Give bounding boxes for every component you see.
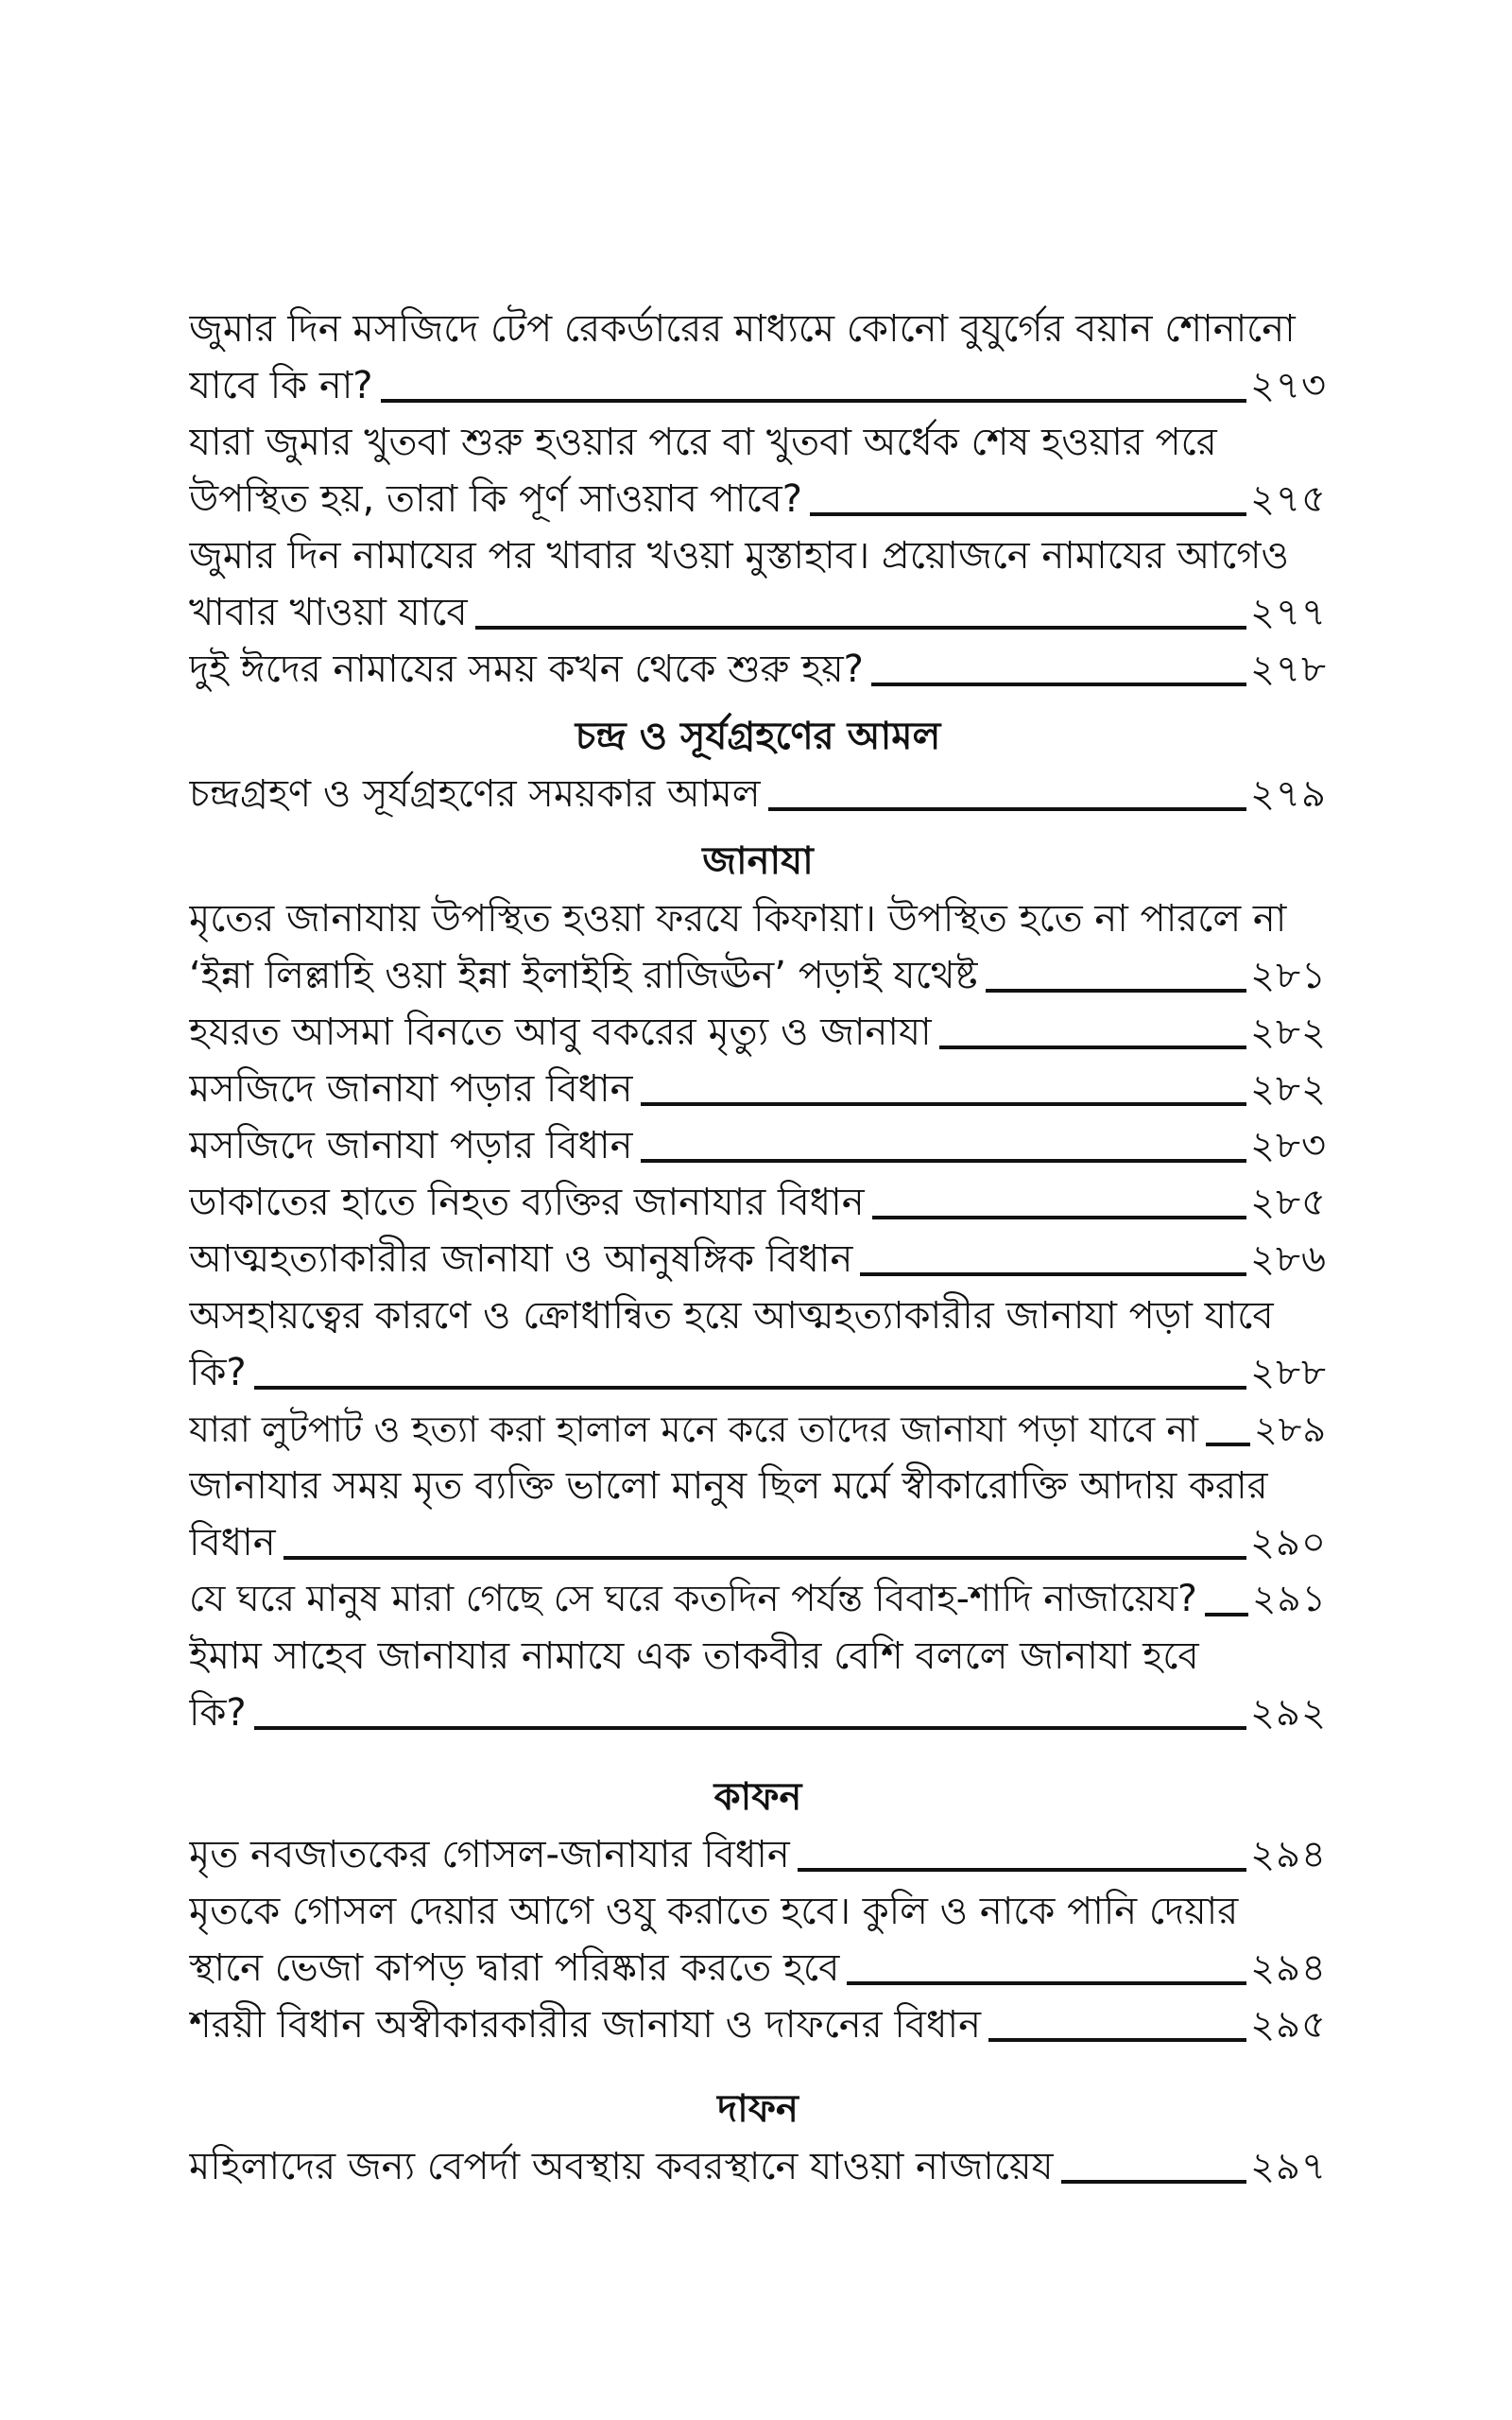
toc-entry-text: শরয়ী বিধান অস্বীকারকারীর জানাযা ও দাফনের বিধান xyxy=(189,2003,981,2047)
leader-line xyxy=(810,512,1246,516)
page-number: ২৮৬ xyxy=(1250,1237,1327,1281)
leader-line xyxy=(381,399,1246,403)
leader-line xyxy=(768,807,1246,811)
toc-entry[interactable] xyxy=(189,1571,1327,1628)
leader-line xyxy=(798,1868,1246,1872)
page-number: ২৭৩ xyxy=(1249,364,1327,407)
toc-entry-text: ডাকাতের হাতে নিহত ব্যক্তির জানাযার বিধান xyxy=(189,1181,865,1224)
toc-entry-text: যে ঘরে মানুষ মারা গেছে সে ঘরে কতদিন পর্যন্ত বিবাহ-শাদি নাজায়েয? xyxy=(189,1578,1197,1620)
toc-entry-text: আত্মহত্যাকারীর জানাযা ও আনুষঙ্গিক বিধান xyxy=(189,1237,853,1281)
page-number: ২৭৭ xyxy=(1249,591,1327,634)
page-number: ২৯৪ xyxy=(1250,1946,1327,1990)
toc-entry[interactable] xyxy=(189,1117,1327,1174)
toc-entry-text: দুই ঈদের নামাযের সময় কখন থেকে শুরু হয়? xyxy=(189,648,864,691)
leader-line xyxy=(284,1556,1246,1560)
toc-entry-text: উপস্থিত হয়, তারা কি পূর্ণ সাওয়াব পাবে? xyxy=(189,477,803,521)
leader-line xyxy=(986,989,1247,993)
leader-line xyxy=(641,1102,1247,1106)
leader-line xyxy=(1061,2180,1246,2184)
page-number: ২৮৯ xyxy=(1253,1409,1327,1450)
toc-entry[interactable] xyxy=(189,1826,1327,1883)
toc-entry[interactable] xyxy=(189,1061,1327,1117)
toc-entry-text: মসজিদে জানাযা পড়ার বিধান xyxy=(189,1124,633,1167)
leader-line xyxy=(475,626,1246,630)
toc-entry-text: ইমাম সাহেব জানাযার নামাযে এক তাকবীর বেশি বললে জানাযা হবে xyxy=(189,1634,1199,1678)
section-heading: চন্দ্র ও সূর্যগ্রহণের আমল xyxy=(575,715,941,758)
toc-entry-text: জুমার দিন মসজিদে টেপ রেকর্ডারের মাধ্যমে কোনো বুযুর্গের বয়ান শোনানো xyxy=(189,307,1296,351)
leader-line xyxy=(254,1726,1246,1730)
toc-entry[interactable] xyxy=(189,1883,1327,1996)
toc-entry-text: হযরত আসমা বিনতে আবু বকরের মৃত্যু ও জানাযা xyxy=(189,1011,932,1054)
leader-line xyxy=(847,1981,1246,1985)
leader-line xyxy=(641,1159,1247,1163)
leader-line xyxy=(1206,1443,1250,1446)
leader-line xyxy=(871,683,1246,686)
leader-line xyxy=(939,1046,1246,1049)
toc-entry[interactable] xyxy=(189,890,1327,1004)
toc-entry[interactable] xyxy=(189,1401,1327,1458)
leader-line xyxy=(872,1216,1246,1219)
page-number: ২৮৫ xyxy=(1250,1181,1327,1224)
section-heading: জানাযা xyxy=(702,839,814,883)
toc-entry[interactable] xyxy=(189,301,1327,414)
toc-entry[interactable] xyxy=(189,1174,1327,1231)
section-heading: দাফন xyxy=(717,2087,799,2131)
toc-entry[interactable] xyxy=(189,2138,1327,2195)
toc-entry-text: খাবার খাওয়া যাবে xyxy=(189,591,468,634)
toc-entry-text: যাবে কি না? xyxy=(189,364,373,407)
leader-line xyxy=(860,1272,1246,1276)
toc-entry-text: কি? xyxy=(189,1351,247,1394)
toc-entry[interactable] xyxy=(189,1231,1327,1288)
page-number: ২৯২ xyxy=(1250,1691,1327,1735)
toc-entry[interactable] xyxy=(189,1628,1327,1741)
toc-entry[interactable] xyxy=(189,766,1327,822)
toc-entry-text: জুমার দিন নামাযের পর খাবার খওয়া মুস্তাহাব। প্রয়োজনে নামাযের আগেও xyxy=(189,534,1289,578)
page-number: ২৭৮ xyxy=(1250,648,1327,691)
toc-entry-text: ‘ইন্না লিল্লাহি ওয়া ইন্না ইলাইহি রাজিঊন’ পড়াই যথেষ্ট xyxy=(189,954,978,997)
toc-entry-text: অসহায়ত্বের কারণে ও ক্রোধান্বিত হয়ে আত্মহত্যাকারীর জানাযা পড়া যাবে xyxy=(189,1294,1274,1338)
toc-entry[interactable] xyxy=(189,1458,1327,1571)
page-number: ২৯৭ xyxy=(1250,2145,1327,2188)
page-number: ২৮৩ xyxy=(1250,1124,1327,1167)
page-number: ২৮২ xyxy=(1250,1067,1327,1111)
toc-entry-text: মৃতের জানাযায় উপস্থিত হওয়া ফরযে কিফায়া। উপস্থিত হতে না পারলে না xyxy=(189,897,1287,941)
section-heading: কাফন xyxy=(713,1775,802,1819)
toc-entry-text: যারা লুটপাট ও হত্যা করা হালাল মনে করে তাদের জানাযা পড়া যাবে না xyxy=(189,1409,1199,1450)
toc-entry[interactable] xyxy=(189,414,1327,527)
table-of-contents xyxy=(189,301,1327,2195)
toc-entry[interactable] xyxy=(189,1004,1327,1061)
toc-entry-text: স্থানে ভেজা কাপড় দ্বারা পরিষ্কার করতে হবে xyxy=(189,1946,840,1990)
page-number: ২৯০ xyxy=(1250,1521,1327,1564)
toc-entry[interactable] xyxy=(189,1996,1327,2053)
page-number: ২৭৯ xyxy=(1250,772,1327,816)
page-number: ২৯৪ xyxy=(1250,1833,1327,1876)
toc-entry-text: চন্দ্রগ্রহণ ও সূর্যগ্রহণের সময়কার আমল xyxy=(189,772,761,816)
toc-entry-text: মসজিদে জানাযা পড়ার বিধান xyxy=(189,1067,633,1111)
page-number: ২৯৫ xyxy=(1250,2003,1327,2047)
toc-entry[interactable] xyxy=(189,1288,1327,1401)
toc-entry-text: বিধান xyxy=(189,1521,276,1564)
toc-entry[interactable] xyxy=(189,527,1327,641)
toc-entry-text: জানাযার সময় মৃত ব্যক্তি ভালো মানুষ ছিল মর্মে স্বীকারোক্তি আদায় করার xyxy=(189,1464,1268,1508)
toc-entry-text: মৃতকে গোসল দেয়ার আগে ওযু করাতে হবে। কুলি ও নাকে পানি দেয়ার xyxy=(189,1890,1239,1933)
page-number: ২৭৫ xyxy=(1250,477,1327,521)
toc-entry-text: মৃত নবজাতকের গোসল-জানাযার বিধান xyxy=(189,1833,790,1876)
page-number: ২৮১ xyxy=(1250,954,1327,997)
page-number: ২৯১ xyxy=(1252,1578,1327,1620)
toc-entry-text: মহিলাদের জন্য বেপর্দা অবস্থায় কবরস্থানে যাওয়া নাজায়েয xyxy=(189,2145,1054,2188)
toc-entry[interactable] xyxy=(189,641,1327,698)
leader-line xyxy=(1205,1613,1248,1616)
page-number: ২৮২ xyxy=(1250,1011,1327,1054)
leader-line xyxy=(254,1386,1246,1390)
page-number: ২৮৮ xyxy=(1250,1351,1327,1394)
toc-entry-text: যারা জুমার খুতবা শুরু হওয়ার পরে বা খুতবা অর্ধেক শেষ হওয়ার পরে xyxy=(189,421,1217,464)
leader-line xyxy=(988,2038,1246,2042)
toc-entry-text: কি? xyxy=(189,1691,247,1735)
